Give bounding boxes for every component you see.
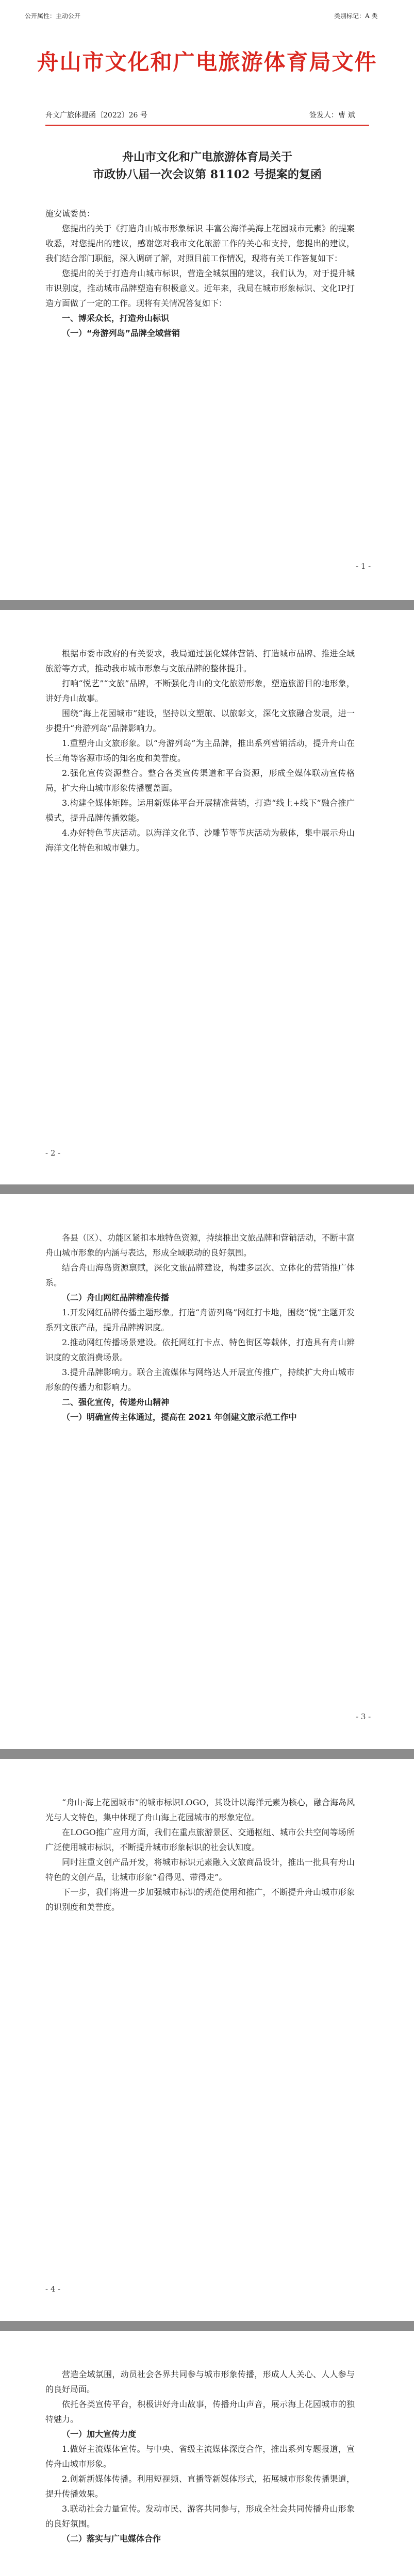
sub-heading: （一）“舟游列岛”品牌全域营销 bbox=[62, 328, 180, 338]
paragraph: 在LOGO推广应用方面，我们在重点旅游景区、交通枢纽、城市公共空间等场所广泛使用城市标识，不断提升城市形象标识的社会认知度。 bbox=[45, 1827, 355, 1852]
public-label: 公开属性：主动公开 bbox=[25, 12, 81, 20]
category-label: 类别标记：A 类 bbox=[334, 12, 378, 20]
page-number: - 2 - bbox=[45, 1148, 61, 1158]
paragraph: 围绕“海上花园城市”建设，坚持以文塑旅、以旅彰文，深化文旅融合发展，进一步提升“舟游列岛”品牌影响力。 bbox=[45, 708, 355, 733]
list-item: 3.提升品牌影响力。联合主流媒体与网络达人开展宣传推广，持续扩大舟山城市形象的传播力和影响力。 bbox=[45, 1367, 355, 1392]
paragraph: 您提出的关于打造舟山城市标识，营造全城氛围的建议，我们认为，对于提升城市识别度，推动城市品牌塑造有积极意义。近年来，我局在城市形象标识、文化IP打造方面做了一定的工作。现将有关情况答复如下： bbox=[45, 268, 355, 308]
paragraph: 各县（区）、功能区紧扣本地特色资源，持续推出文旅品牌和营销活动，不断丰富舟山城市形象的内涵与表达，形成全域联动的良好氛围。 bbox=[45, 1233, 355, 1258]
page-3 bbox=[0, 1194, 414, 1749]
salutation: 施安诚委员： bbox=[45, 209, 95, 218]
paragraph: 打响“悦艺”“文旅”品牌，不断强化舟山的文化旅游形象，塑造旅游目的地形象，讲好舟山故事。 bbox=[45, 679, 355, 703]
list-item: 1.做好主流媒体宣传。与中央、省级主流媒体深度合作，推出系列专题报道，宣传舟山城市形象。 bbox=[45, 2444, 355, 2469]
page-number: - 3 - bbox=[356, 1712, 371, 1721]
paragraph: 您提出的关于《打造舟山城市形象标识 丰富公海洋美海上花园城市元素》的提案收悉，对您提出的建议，感谢您对我市文化旅游工作的关心和支持，您提出的建议，我们结合部门职能，深入调研了解，对照目前工作情况，现将有关工作答复如下： bbox=[45, 224, 355, 263]
signer: 签发人：曹 斌 bbox=[309, 111, 355, 120]
paragraph: “舟山·海上花园城市”的城市标识LOGO，其设计以海洋元素为核心，融合海岛风光与人文特色，集中体现了舟山海上花园城市的形象定位。 bbox=[45, 1798, 355, 1822]
paragraph: 同时注重文创产品开发，将城市标识元素融入文旅商品设计，推出一批具有舟山特色的文创产品，让城市形象“看得见、带得走”。 bbox=[45, 1857, 355, 1882]
reply-title-line2: 市政协八届一次会议第 81102 号提案的复函 bbox=[93, 168, 322, 181]
document-title: 舟山市文化和广电旅游体育局文件 bbox=[37, 49, 377, 75]
list-item: 2.创新新媒体传播。利用短视频、直播等新媒体形式，拓展城市形象传播渠道，提升传播效果。 bbox=[45, 2474, 355, 2499]
sub-heading: （一）加大宣传力度 bbox=[62, 2429, 137, 2439]
section-heading: 一、博采众长，打造舟山标识 bbox=[62, 313, 170, 323]
page-1 bbox=[0, 0, 414, 600]
doc-number: 舟文广旅体提函〔2022〕26 号 bbox=[45, 111, 147, 120]
page-number: - 4 - bbox=[45, 2284, 61, 2294]
paragraph: 下一步，我们将进一步加强城市标识的规范使用和推广，不断提升舟山城市形象的识别度和美誉度。 bbox=[45, 1887, 355, 1912]
list-item: 2.强化宣传资源整合。整合各类宣传渠道和平台资源，形成全媒体联动宣传格局，扩大舟山城市形象传播覆盖面。 bbox=[45, 768, 355, 793]
page-4 bbox=[0, 1759, 414, 2321]
list-item: 2.推动网红传播场景建设。依托网红打卡点、特色街区等载体，打造具有舟山辨识度的文旅消费场景。 bbox=[45, 1337, 355, 1362]
list-item: 3.联动社会力量宣传。发动市民、游客共同参与，形成全社会共同传播舟山形象的良好氛围。 bbox=[45, 2504, 355, 2529]
reply-title-line1: 舟山市文化和广电旅游体育局关于 bbox=[122, 150, 292, 164]
page-number: - 1 - bbox=[356, 562, 371, 571]
page-2 bbox=[0, 610, 414, 1184]
paragraph: 依托各类宣传平台，积极讲好舟山故事，传播舟山声音，展示海上花园城市的独特魅力。 bbox=[45, 2399, 355, 2424]
list-item: 1.重塑舟山文旅形象。以“舟游列岛”为主品牌，推出系列营销活动，提升舟山在长三角等客源市场的知名度和美誉度。 bbox=[45, 738, 355, 763]
paragraph: 结合舟山海岛资源禀赋，深化文旅品牌建设，构建多层次、立体化的营销推广体系。 bbox=[45, 1263, 355, 1287]
sub-heading: （一）明确宣传主体通过，提高在 2021 年创建文旅示范工作中 bbox=[62, 1412, 297, 1422]
list-item: 3.构建全媒体矩阵。运用新媒体平台开展精准营销，打造“线上+线下”融合推广模式，提升品牌传播效能。 bbox=[45, 798, 355, 823]
list-item: 4.办好特色节庆活动。以海洋文化节、沙雕节等节庆活动为载体，集中展示舟山海洋文化特色和城市魅力。 bbox=[45, 828, 355, 853]
reply-title bbox=[45, 148, 369, 183]
list-item: 1.开发网红品牌传播主题形象。打造“舟游列岛”网红打卡地，围绕“悦”主题开发系列文旅产品，提升品牌辨识度。 bbox=[45, 1308, 355, 1332]
sub-heading: （二）舟山网红品牌精准传播 bbox=[62, 1293, 170, 1302]
section-heading: 二、强化宣传，传递舟山精神 bbox=[62, 1397, 170, 1407]
sub-heading: （二）落实与广电媒体合作 bbox=[62, 2534, 161, 2544]
paragraph: 营造全域氛围，动员社会各界共同参与城市形象传播，形成人人关心、人人参与的良好局面。 bbox=[45, 2369, 355, 2394]
paragraph: 根据市委市政府的有关要求，我局通过强化媒体营销、打造城市品牌、推进全域旅游等方式，推动我市城市形象与文旅品牌的整体提升。 bbox=[45, 649, 355, 673]
page-5 bbox=[0, 2331, 414, 2576]
red-divider bbox=[45, 125, 369, 126]
